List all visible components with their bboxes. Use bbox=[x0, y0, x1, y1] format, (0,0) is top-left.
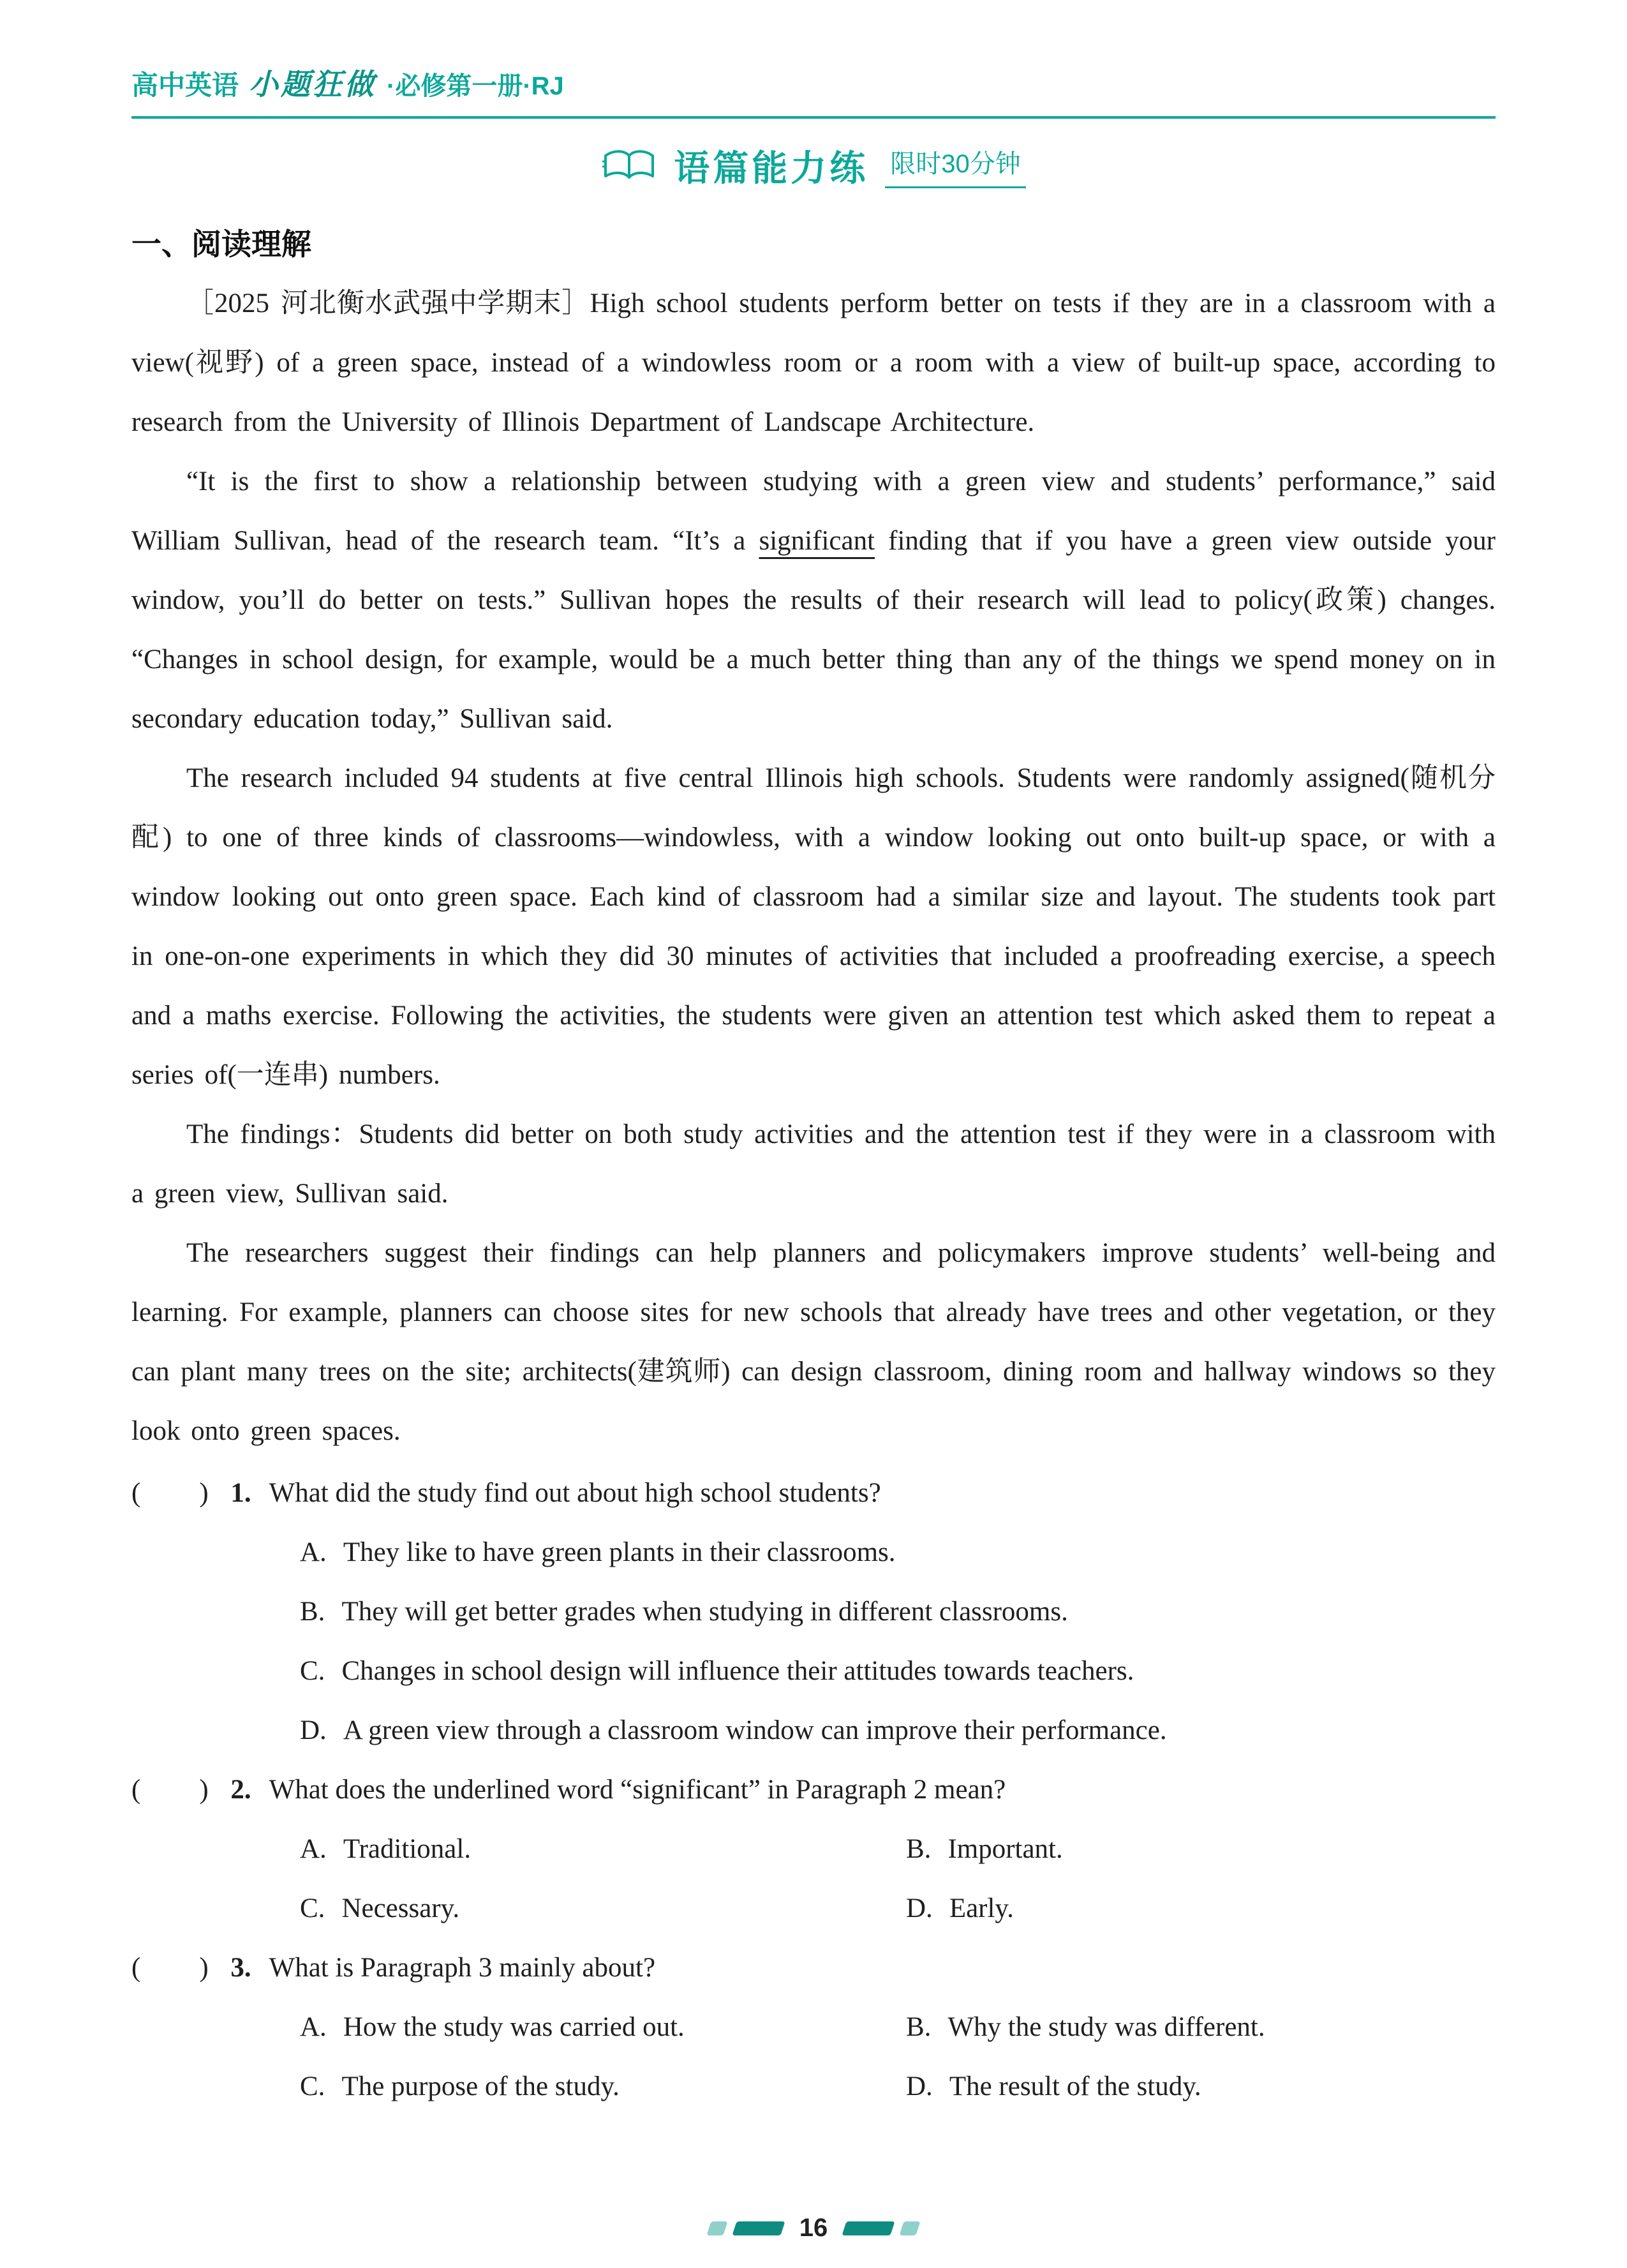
option-text: They like to have green plants in their classrooms. bbox=[343, 1537, 896, 1567]
paren-close: ) bbox=[199, 1775, 209, 1805]
passage-paragraph-4: The findings：Students did better on both study activities and the attention test if they were in a classroom with a green view, Sullivan said. bbox=[131, 1119, 1496, 1209]
option-label: B. bbox=[906, 1834, 932, 1864]
page-header bbox=[131, 61, 1496, 119]
option-text: A green view through a classroom window can improve their performance. bbox=[343, 1715, 1167, 1745]
page-footer bbox=[0, 2214, 1627, 2242]
passage-paragraph-5: The researchers suggest their findings can help planners and policymakers improve students’ well-being and learning. For example, planners can choose sites for new schools that already have trees and other vegetation, or they can plant many trees on the site; architects(建筑师) can design classroom, dining room and hallway windows so they look onto green spaces. bbox=[131, 1238, 1496, 1446]
answer-blank bbox=[131, 1938, 209, 1997]
open-book-icon bbox=[601, 147, 657, 184]
question-3 bbox=[131, 1938, 1496, 2116]
paragraph-2-text-after: finding that if you have a green view outside your window, you’ll do better on tests.” Sullivan hopes the results of their research will lead to policy(政策) changes. “Changes in school design, for example, would be a much better thing than any of the things we spend money on in secondary education today,” Sullivan said. bbox=[131, 526, 1496, 734]
option-text: The purpose of the study. bbox=[341, 2071, 620, 2101]
option-label: D. bbox=[906, 2071, 933, 2101]
option-label: B. bbox=[300, 1597, 325, 1627]
option-text: They will get better grades when studying in different classrooms. bbox=[341, 1597, 1068, 1627]
option-text: Important. bbox=[947, 1834, 1063, 1864]
question-2-options-row-2 bbox=[131, 1879, 1496, 1938]
answer-blank bbox=[131, 1760, 209, 1819]
question-3-option-d bbox=[906, 2057, 1201, 2116]
question-1-option-a bbox=[131, 1523, 1496, 1582]
option-label: D. bbox=[906, 1893, 933, 1923]
page-number: 16 bbox=[799, 2214, 828, 2242]
question-stem: What did the study find out about high school students? bbox=[269, 1478, 881, 1508]
option-text: How the study was carried out. bbox=[343, 2012, 685, 2042]
question-3-line bbox=[131, 1938, 1496, 1997]
question-2-options-row-1 bbox=[131, 1819, 1496, 1879]
question-number: 2. bbox=[230, 1775, 251, 1805]
question-3-option-c bbox=[300, 2057, 906, 2116]
question-1-option-b bbox=[131, 1582, 1496, 1641]
question-2-option-c bbox=[300, 1879, 906, 1938]
banner-time-limit: 限时30分钟 bbox=[885, 144, 1026, 188]
question-1-line bbox=[131, 1463, 1496, 1523]
paren-open: ( bbox=[131, 1478, 141, 1508]
passage-paragraph-3: The research included 94 students at five central Illinois high schools. Students were randomly assigned(随机分配) to one of three kinds of classrooms—windowless, with a window looking out onto built-up space, or with a window looking out onto green space. Each kind of classroom had a similar size and layout. The students took part in one-on-one experiments in which they did 30 minutes of activities that included a proofreading exercise, a speech and a maths exercise. Following the activities, the students were given an attention test which asked them to repeat a series of(一连串) numbers. bbox=[131, 763, 1496, 1090]
option-text: Traditional. bbox=[343, 1834, 472, 1864]
question-1 bbox=[131, 1463, 1496, 1760]
option-label: C. bbox=[300, 2071, 325, 2101]
question-number: 3. bbox=[230, 1953, 251, 1983]
header-edition-label: ·必修第一册·RJ bbox=[387, 72, 564, 100]
exercise-banner bbox=[131, 140, 1496, 191]
question-1-option-c bbox=[131, 1641, 1496, 1701]
option-label: D. bbox=[300, 1715, 327, 1745]
question-1-option-d bbox=[131, 1701, 1496, 1760]
question-2-option-a bbox=[300, 1819, 906, 1879]
option-text: Why the study was different. bbox=[947, 2012, 1265, 2042]
reading-passage bbox=[131, 274, 1496, 1461]
question-3-option-b bbox=[906, 1997, 1265, 2057]
option-text: The result of the study. bbox=[949, 2071, 1201, 2101]
paren-open: ( bbox=[131, 1953, 141, 1983]
underlined-word-significant: significant bbox=[759, 526, 875, 556]
option-label: A. bbox=[300, 1537, 327, 1567]
option-label: C. bbox=[300, 1893, 325, 1923]
header-course-title: 高中英语 bbox=[131, 70, 239, 100]
question-3-options-row-2 bbox=[131, 2057, 1496, 2116]
footer-decoration-bar-left-outer bbox=[706, 2221, 727, 2235]
passage-paragraph-1: ［2025 河北衡水武强中学期末］High school students perform better on tests if they are in a classroom with a view(视野) of a green space, instead of a windowless room or a room with a view of built-up space, according to research from the University of Illinois Department of Landscape Architecture. bbox=[131, 288, 1496, 437]
question-3-option-a bbox=[300, 1997, 906, 2057]
option-label: A. bbox=[300, 2012, 327, 2042]
question-2-line bbox=[131, 1760, 1496, 1819]
question-stem: What is Paragraph 3 mainly about? bbox=[269, 1953, 656, 1983]
question-2-option-b bbox=[906, 1819, 1063, 1879]
paren-close: ) bbox=[199, 1953, 209, 1983]
section-heading-reading: 一、阅读理解 bbox=[131, 227, 311, 261]
option-label: C. bbox=[300, 1656, 325, 1686]
header-series-logo: 小题狂做 bbox=[249, 68, 377, 101]
question-number: 1. bbox=[230, 1478, 251, 1508]
option-label: B. bbox=[906, 2012, 932, 2042]
question-2 bbox=[131, 1760, 1496, 1938]
answer-blank bbox=[131, 1463, 209, 1523]
paren-close: ) bbox=[199, 1478, 209, 1508]
footer-decoration-bar-right-inner bbox=[842, 2221, 895, 2235]
paragraph-2-text-before: “It is the first to show a relationship between studying with a green view and students’ performance,” said William Sullivan, head of the research team. “It’s a bbox=[131, 466, 1496, 556]
question-list bbox=[131, 1463, 1496, 2116]
passage-paragraph-2 bbox=[131, 452, 1496, 749]
question-stem: What does the underlined word “significant” in Paragraph 2 mean? bbox=[269, 1775, 1006, 1805]
footer-decoration-bar-left-inner bbox=[732, 2221, 785, 2235]
paren-open: ( bbox=[131, 1775, 141, 1805]
banner-title: 语篇能力练 bbox=[674, 148, 869, 188]
option-text: Changes in school design will influence their attitudes towards teachers. bbox=[341, 1656, 1134, 1686]
question-2-option-d bbox=[906, 1879, 1014, 1938]
question-3-options-row-1 bbox=[131, 1997, 1496, 2057]
option-label: A. bbox=[300, 1834, 327, 1864]
option-text: Early. bbox=[949, 1893, 1014, 1923]
footer-decoration-bar-right-outer bbox=[900, 2221, 921, 2235]
option-text: Necessary. bbox=[341, 1893, 460, 1923]
